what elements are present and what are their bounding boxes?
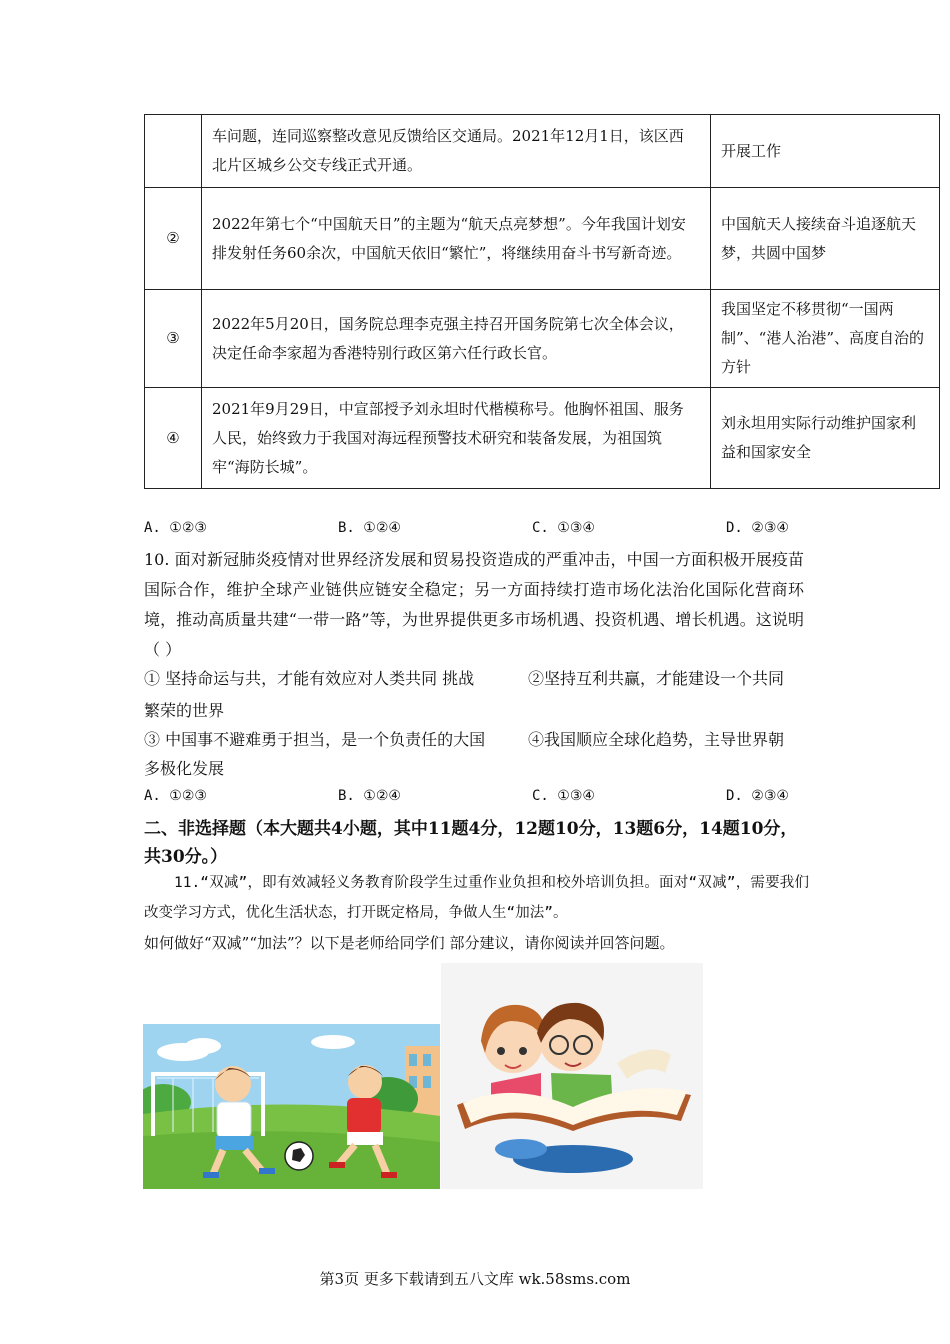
q10-item-4: ④我国顺应全球化趋势，主导世界朝 xyxy=(528,730,785,749)
q11-prompt: 如何做好“双减”“加法”？以下是老师给同学们 部分建议，请你阅读并回答问题。 xyxy=(144,934,675,952)
reading-kids-illustration xyxy=(441,963,703,1189)
table-row xyxy=(145,115,940,188)
option-c[interactable]: C. ①③④ xyxy=(532,788,595,804)
q10-item-3: ③ 中国事不避难勇于担当，是一个负责任的大国 xyxy=(144,730,486,749)
conclusion-cell: 开展工作 xyxy=(711,115,940,188)
q10-item-4-cont: 多极化发展 xyxy=(144,759,225,778)
page-footer: 第3页 更多下载请到五八文库 wk.58sms.com xyxy=(319,1270,631,1288)
option-a[interactable]: A. ①②③ xyxy=(144,788,207,804)
option-d[interactable]: D. ②③④ xyxy=(726,520,789,536)
conclusion-cell: 我国坚定不移贯彻“一国两制”、“港人治港”、高度自治的方针 xyxy=(711,290,940,388)
table-row xyxy=(145,290,940,388)
q10-item-2: ②坚持互利共赢，才能建设一个共同 xyxy=(528,669,785,688)
material-cell: 2021年9月29日，中宣部授予刘永坦时代楷模称号。他胸怀祖国、服务人民，始终致力于我国对海远程预警技术研究和装备发展，为祖国筑牢“海防长城”。 xyxy=(202,388,711,489)
row-number: ④ xyxy=(145,388,202,489)
conclusion-cell: 中国航天人接续奋斗追逐航天梦，共圆中国梦 xyxy=(711,188,940,290)
row-number: ② xyxy=(145,188,202,290)
q11-paragraph: 11.“双减”，即有效减轻义务教育阶段学生过重作业负担和校外培训负担。面对“双减”，需要我们改变学习方式，优化生活状态，打开既定格局，争做人生“加法”。 xyxy=(144,875,809,921)
q10-stem: 10. 面对新冠肺炎疫情对世界经济发展和贸易投资造成的严重冲击，中国一方面积极开展疫苗国际合作，维护全球产业链供应链安全稳定；另一方面持续打造市场化法治化国际化营商环境，推动高质量共建“一带一路”等，为世界提供更多市场机遇、投资机遇、增长机遇。这说明（ ） xyxy=(144,550,804,659)
row-number: ③ xyxy=(145,290,202,388)
q10-item-1: ① 坚持命运与共，才能有效应对人类共同 挑战 xyxy=(144,669,475,688)
material-cell: 车问题，连同巡察整改意见反馈给区交通局。2021年12月1日，该区西北片区城乡公交专线正式开通。 xyxy=(202,115,711,188)
q10-item-2-cont: 繁荣的世界 xyxy=(144,701,225,720)
row-number xyxy=(145,115,202,188)
material-table xyxy=(144,114,940,489)
option-d[interactable]: D. ②③④ xyxy=(726,788,789,804)
conclusion-cell: 刘永坦用实际行动维护国家利益和国家安全 xyxy=(711,388,940,489)
q10-options xyxy=(144,788,824,812)
option-b[interactable]: B. ①②④ xyxy=(338,520,401,536)
soccer-kids-illustration xyxy=(143,1024,440,1189)
option-c[interactable]: C. ①③④ xyxy=(532,520,595,536)
material-cell: 2022年第七个“中国航天日”的主题为“航天点亮梦想”。今年我国计划安排发射任务60余次，中国航天依旧“繁忙”，将继续用奋斗书写新奇迹。 xyxy=(202,188,711,290)
section-heading: 二、非选择题（本大题共4小题，其中11题4分，12题10分，13题6分，14题10分，共30分。） xyxy=(144,819,798,867)
option-b[interactable]: B. ①②④ xyxy=(338,788,401,804)
option-a[interactable]: A. ①②③ xyxy=(144,520,207,536)
table-row xyxy=(145,188,940,290)
q9-options xyxy=(144,520,824,544)
material-cell: 2022年5月20日，国务院总理李克强主持召开国务院第七次全体会议，决定任命李家超为香港特别行政区第六任行政长官。 xyxy=(202,290,711,388)
table-row xyxy=(145,388,940,489)
